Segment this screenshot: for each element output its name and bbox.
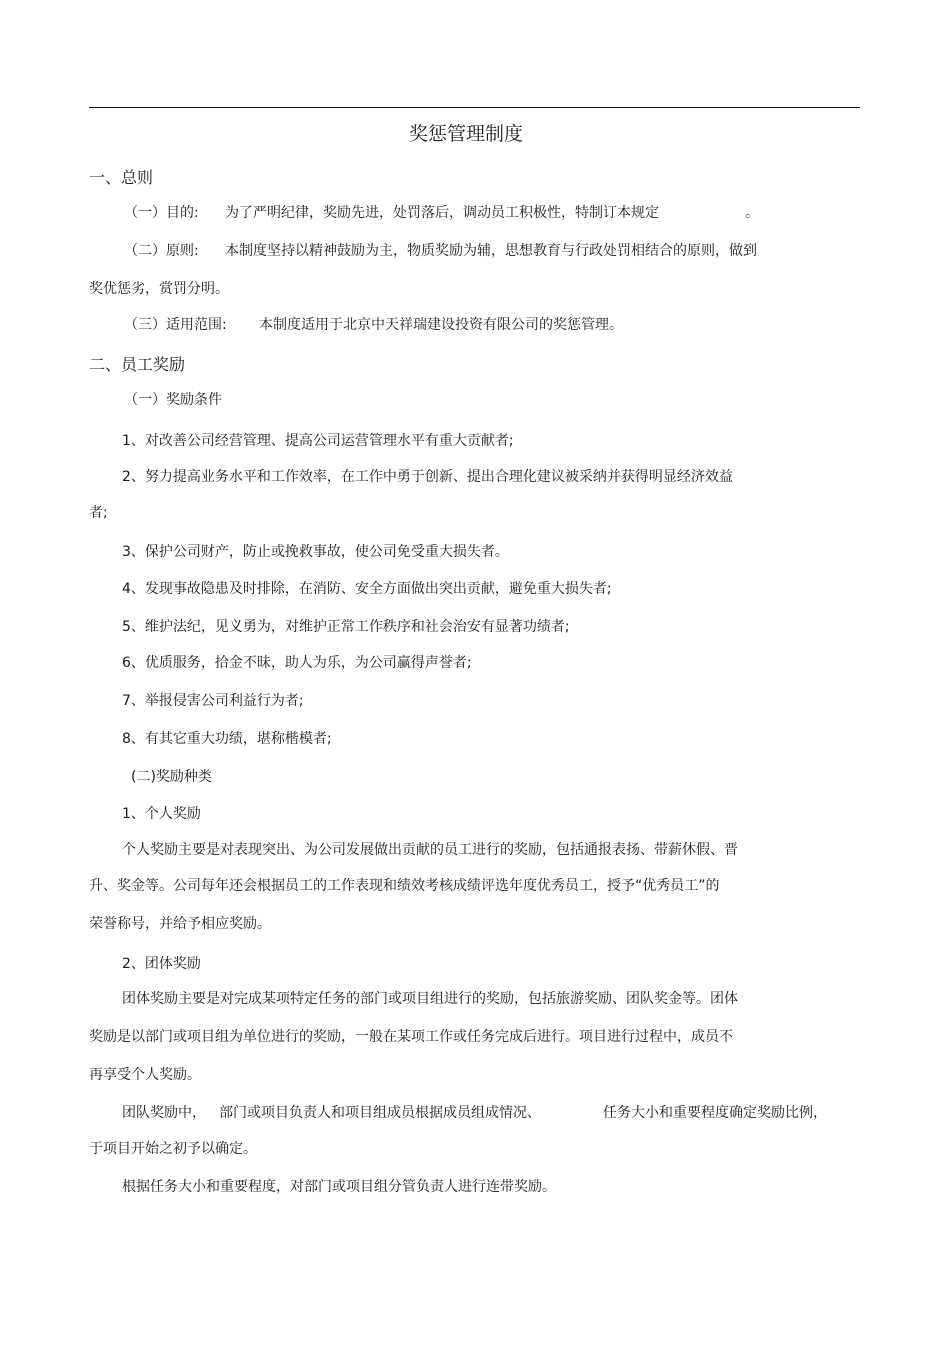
condition-item: 8、有其它重大功绩，堪称楷模者; [122, 731, 332, 747]
condition-item: 6、优质服务，拾金不昧，助人为乐，为公司赢得声誉者; [122, 655, 472, 671]
personal-reward-text: 个人奖励主要是对表现突出、为公司发展做出贡献的员工进行的奖励，包括通报表扬、带薪休假、晋 [122, 842, 738, 858]
team-award-text-2: 于项目开始之初予以确定。 [89, 1141, 257, 1157]
condition-item: 7、举报侵害公司利益行为者; [122, 693, 304, 709]
types-heading: (二)奖励种类 [131, 769, 212, 785]
page-title: 奖惩管理制度 [409, 123, 524, 145]
personal-reward-heading: 1、个人奖励 [122, 806, 201, 822]
condition-item-continued: 者; [89, 505, 108, 521]
condition-item: 1、对改善公司经营管理、提高公司运营管理水平有重大贡献者; [122, 433, 514, 449]
condition-item: 3、保护公司财产，防止或挽救事故，使公司免受重大损失者。 [122, 544, 509, 560]
team-award-text-3: 根据任务大小和重要程度，对部门或项目组分管负责人进行连带奖励。 [122, 1179, 556, 1195]
team-award-text-b: 部门或项目负责人和项目组成员根据成员组成情况、 [219, 1105, 541, 1121]
team-reward-text: 再享受个人奖励。 [89, 1067, 201, 1083]
header-rule [89, 107, 860, 108]
team-award-text-c: 任务大小和重要程度确定奖励比例， [603, 1105, 827, 1121]
condition-item: 4、发现事故隐患及时排除，在消防、安全方面做出突出贡献，避免重大损失者; [122, 581, 612, 597]
condition-item: 5、维护法纪，见义勇为，对维护正常工作秩序和社会治安有显著功绩者; [122, 619, 570, 635]
purpose-text: 为了严明纪律，奖励先进，处罚落后，调动员工积极性，特制订本规定 [225, 205, 659, 221]
section-heading-rewards: 二、员工奖励 [89, 355, 186, 374]
team-reward-text: 奖励是以部门或项目组为单位进行的奖励，一般在某项工作或任务完成后进行。项目进行过程中，成员不 [89, 1029, 733, 1045]
conditions-heading: （一）奖励条件 [124, 392, 222, 408]
condition-item: 2、努力提高业务水平和工作效率，在工作中勇于创新、提出合理化建议被采纳并获得明显经济效益 [122, 469, 733, 485]
purpose-label: （一）目的: [124, 205, 199, 221]
team-reward-heading: 2、团体奖励 [122, 956, 201, 972]
personal-reward-text: 荣誉称号，并给予相应奖励。 [89, 916, 271, 932]
principle-text-2: 奖优惩劣，赏罚分明。 [89, 281, 229, 297]
scope-text: 本制度适用于北京中天祥瑞建设投资有限公司的奖惩管理。 [259, 317, 623, 333]
principle-text-1: 本制度坚持以精神鼓励为主，物质奖励为辅，思想教育与行政处罚相结合的原则，做到 [225, 243, 757, 259]
purpose-end: 。 [745, 205, 759, 221]
personal-reward-text: 升、奖金等。公司每年还会根据员工的工作表现和绩效考核成绩评选年度优秀员工，授予“优秀员工”的 [89, 878, 720, 894]
team-reward-text: 团体奖励主要是对完成某项特定任务的部门或项目组进行的奖励，包括旅游奖励、团队奖金等。团体 [122, 991, 738, 1007]
scope-label: （三）适用范围: [124, 317, 227, 333]
principle-label: （二）原则: [124, 243, 199, 259]
section-heading-general: 一、总则 [89, 168, 154, 187]
team-award-text-a: 团队奖励中， [122, 1105, 206, 1121]
